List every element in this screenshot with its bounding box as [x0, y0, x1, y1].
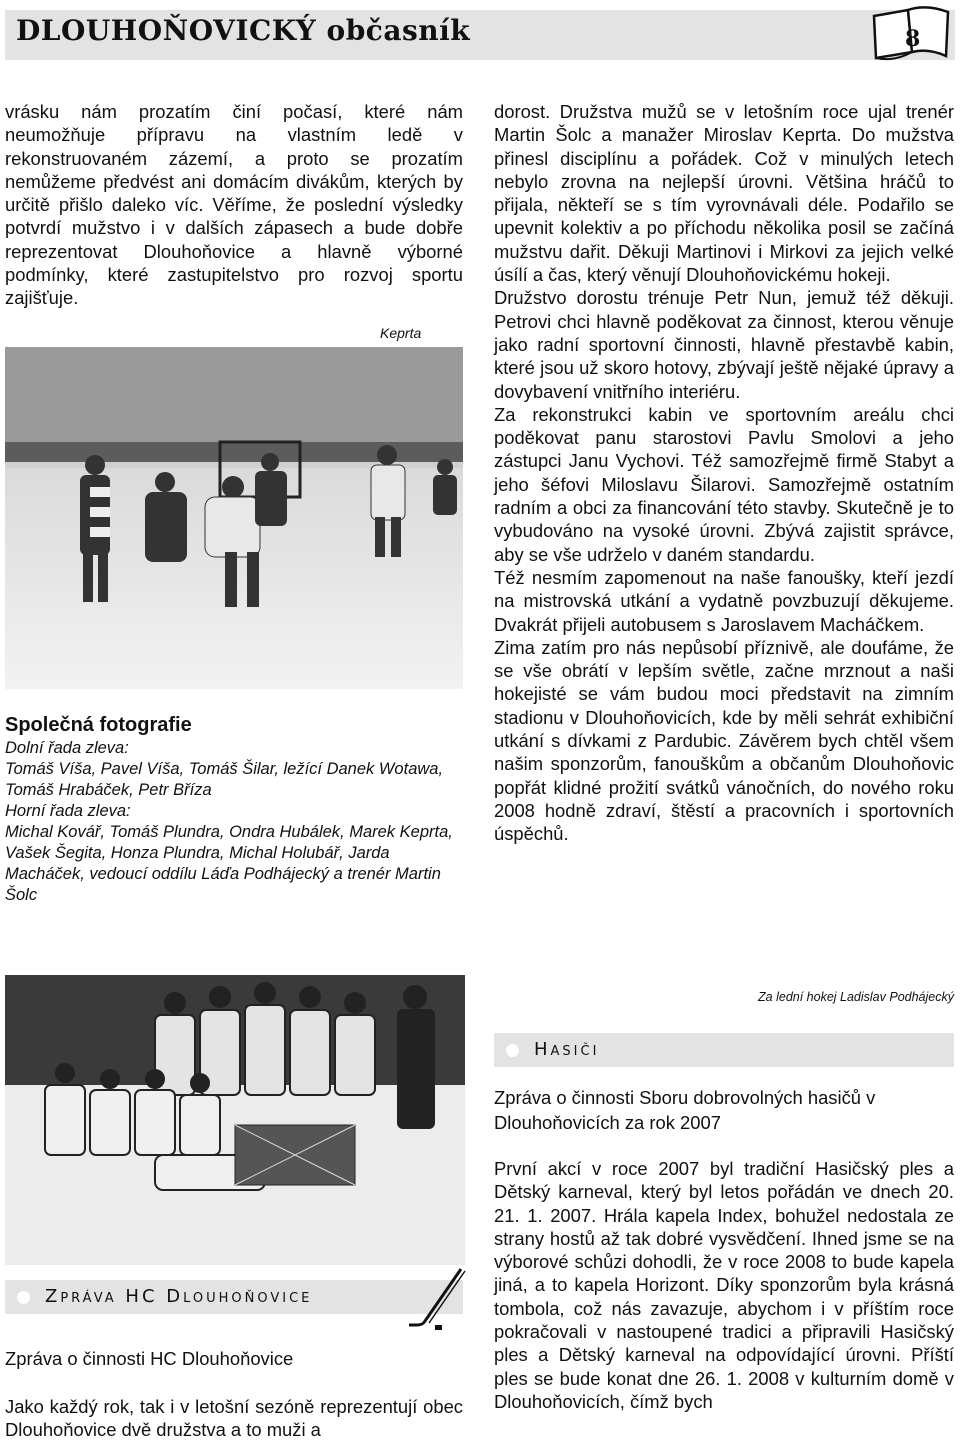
hc-paragraph: Jako každý rok, tak i v letošní sezóně reprezentují obec Dlouhoňovice dvě družstva a to muži a [5, 1396, 463, 1441]
left-paragraph: vrásku nám prozatím činí počasí, které nám neumožňuje přípravu na vlastním ledě v rekonstruovaném zázemí, a proto se prozatím nemůžeme předvést ani domácím divákům, kterých by určitě přišlo daleko víc. Věříme, že poslední výsledky potvrdí mužstvo i v dalších zápasech a bude dobře reprezentovat Dlouhoňovice a hlavně výborné podmínky, které zastupitelstvo pro rozvoj sportu zajišťuje. [5, 101, 463, 309]
paragraph-teams: dorost. Družstva mužů se v letošním roce ujal trenér Martin Šolc a manažer Miroslav Keprta. Do mužstva přinesl disciplínu a pořádek. Což v minulých letech nebylo zrovna na nejlepší úrovni. Většina hráčů to přijala, někteří se s tím vyrovnávali déle. Podařilo se upevnit kolektiv a po příchodu několika posil se začíná mužstvu dařit. Děkuji Martinovi i Mirkovi za jejich velké úsílí a čas, který věnují Dlouhoňovickému hokeji. [494, 101, 954, 286]
bullet-icon [17, 1291, 30, 1304]
hasici-intro: Zpráva o činnosti Sboru dobrovolných hasičů v Dlouhoňovicích za rok 2007 [494, 1087, 876, 1133]
article-signature: Za lední hokej Ladislav Podhájecký [758, 990, 954, 1004]
team-photo [5, 975, 465, 1265]
hasici-report-text [494, 1157, 954, 1413]
right-column-text [494, 100, 954, 846]
caption-bottom-row-names: Tomáš Víša, Pavel Víša, Tomáš Šilar, ležící Danek Wotawa, Tomáš Hrabáček, Petr Bříza [5, 760, 444, 799]
section-header-hc [5, 1280, 463, 1314]
hockey-game-photo [5, 347, 463, 689]
section-title-hc: Zpráva HC Dlouhoňovice [45, 1286, 313, 1307]
paragraph-youth: Družstvo dorostu trénuje Petr Nun, jemuž též děkuji. Petrovi chci hlavně poděkovat za činnost, kterou věnuje jako radní sportovní činnosti, hlavně přestavbě kabin, které jsou už skoro hotovy, zbývají ještě nějaké úpravy a dovybavení vnitřního interiéru. [494, 287, 954, 402]
caption-top-row-names: Michal Kovář, Tomáš Plundra, Ondra Hubálek, Marek Keprta, Vašek Šegita, Honza Plundra, Michal Holubář, Jarda Macháček, vedoucí oddílu Láďa Podhájecký a trenér Martin Šolc [5, 823, 453, 904]
left-intro-text [5, 100, 463, 310]
caption-title: Společná fotografie [5, 714, 192, 736]
section-header-hasici [494, 1033, 954, 1067]
paragraph-fans: Též nesmím zapomenout na naše fanoušky, kteří jezdí na mistrovská utkání a vydatně povzbuzují děkujeme. Dvakrát přijeli autobusem s Jaroslavem Macháčkem. [494, 566, 954, 635]
caption-top-row-label: Horní řada zleva: [5, 802, 131, 820]
hasici-paragraph: První akcí v roce 2007 byl tradiční Hasičský ples a Dětský karneval, který byl letos pořádán ve dnech 20. 21. 1. 2007. Hrála kapela Index, bohužel nedostala ze strany hostů až tak dobré vysvědčení. Ihned jsme se na výborové schůzi dohodli, že v roce 2008 to bude kapela jiná, a to kapela Horizont. Díky sponzorům byla krásná tombola, což nás zavazuje, abychom i v příštím roce pokračovali v nastoupené tradici a připravili Hasičský ples a Dětský karneval na odpovídající úrovni. Příští ples se bude konat dne 26. 1. 2008 v kulturním domě v Dlouhoňovicích, čímž bych [494, 1158, 954, 1412]
hockey-stick-icon [405, 1265, 475, 1335]
paragraph-reconstruction: Za rekonstrukci kabin ve sportovním areálu chci poděkovat panu starostovi Pavlu Smolovi a jeho zástupci Janu Vychovi. Též samozřejmě firmě Stabyt a jeho šéfovi Miloslavu Šilarovi. Samozřejmě ostatním radním a obci za financování této stavby. Skutečně je to vybudováno na vysoké úrovni. Zbývá zajistit správce, aby se vše udrželo v daném standardu. [494, 403, 954, 565]
newsletter-title: DLOUHOŇOVICKÝ občasník [16, 14, 471, 47]
hc-intro: Zpráva o činnosti HC Dlouhoňovice [5, 1348, 294, 1369]
bullet-icon [506, 1044, 519, 1057]
paragraph-winter: Zima zatím pro nás nepůsobí příznivě, ale doufáme, že se vše obrátí v lepším světle, začne mrznout a naši hokejisté se vám budou moci představit na zimním stadionu v Dlouhoňovicích, kde by měli sehrát exhibiční utkání s dívkami z Pardubic. Závěrem bych chtěl všem našim sponzorům, fanouškům a občanům Dlouhoňovic popřát klidné prožití svátků vánočních, do nového roku 2008 hodně zdraví, štěstí a pracovních i sportovních úspěchů. [494, 636, 954, 845]
photo-caption [5, 712, 463, 906]
photo-credit: Keprta [380, 325, 422, 341]
page-number: 8 [905, 26, 921, 52]
caption-bottom-row-label: Dolní řada zleva: [5, 739, 129, 757]
hc-report-text [5, 1395, 463, 1442]
section-title-hasici: Hasiči [534, 1039, 600, 1060]
